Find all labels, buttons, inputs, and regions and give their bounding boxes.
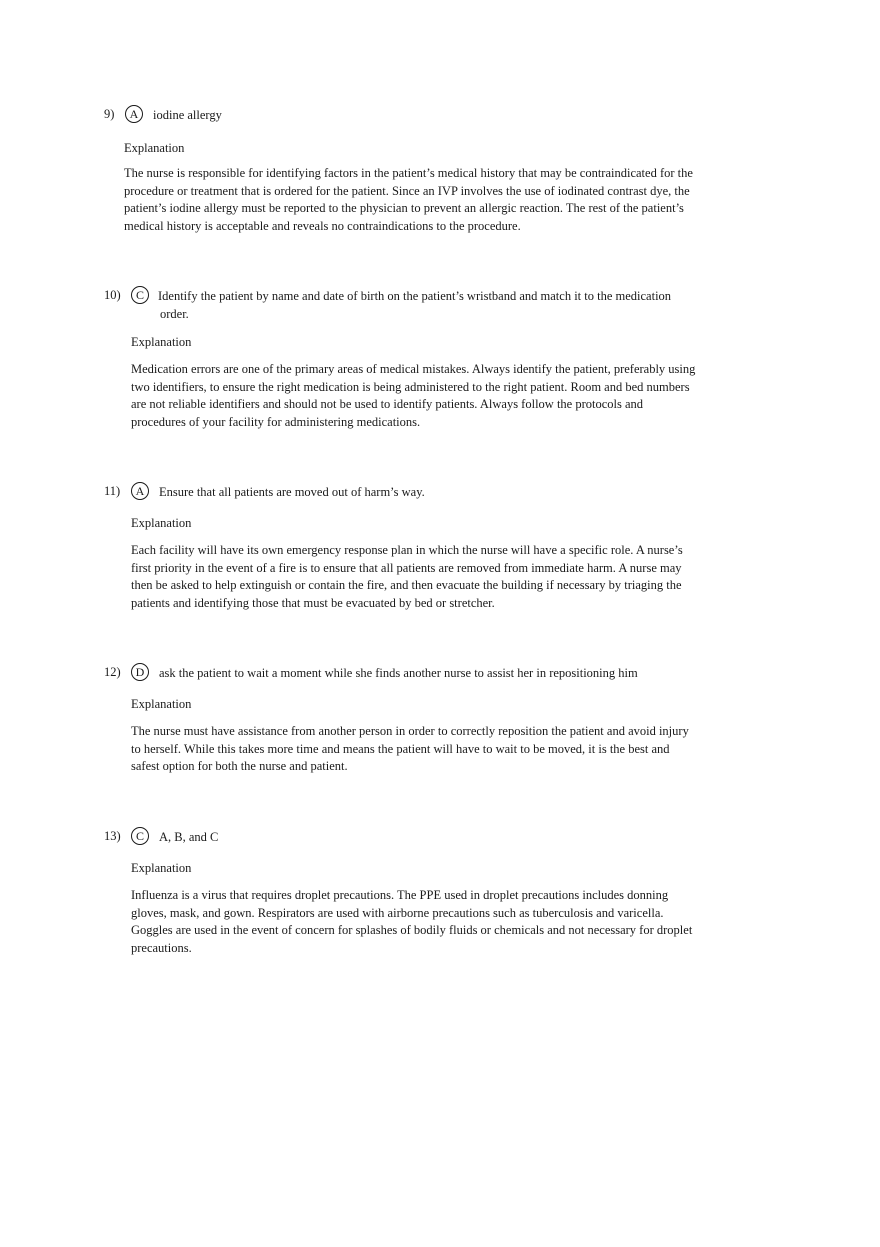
answer-letter-circle: D <box>131 663 149 681</box>
answer-letter-circle: C <box>131 827 149 845</box>
explanation-label: Explanation <box>131 697 192 711</box>
question-number: 11) <box>104 484 121 498</box>
question-number: 12) <box>104 665 121 679</box>
answer-text: Ensure that all patients are moved out of harm’s way. <box>159 485 425 499</box>
answer-letter-circle: A <box>125 105 143 123</box>
explanation-label: Explanation <box>131 516 192 530</box>
explanation-text: The nurse must have assistance from another person in order to correctly reposition the patient and avoid injury to herself. While this takes more time and means the patient will have to wait to be moved, it is the best and safest option for both the nurse and patient. <box>131 724 689 773</box>
explanation-label: Explanation <box>124 141 185 155</box>
explanation-label: Explanation <box>131 861 192 875</box>
question-number: 13) <box>104 829 121 843</box>
explanation-text: The nurse is responsible for identifying factors in the patient’s medical history that may be contraindicated for the procedure or treatment that is ordered for the patient. Since an IVP involves the use of iodinated contrast dye, the patient’s iodine allergy must be reported to the physician to prevent an allergic reaction. The rest of the patient’s medical history is acceptable and reveals no contraindications to the procedure. <box>124 166 693 233</box>
explanation-text: Medication errors are one of the primary areas of medical mistakes. Always identify the patient, preferably using two identifiers, to ensure the right medication is being administered to the right patient. Room and bed numbers are not reliable identifiers and should not be used to identify patients. Always follow the protocols and procedures of your facility for administering medications. <box>131 362 696 429</box>
explanation-text: Influenza is a virus that requires droplet precautions. The PPE used in droplet precautions includes donning gloves, mask, and gown. Respirators are used with airborne precautions such as tuberculosis and varicella. Goggles are used in the event of concern for splashes of bodily fluids or chemicals and not necessary for droplet precautions. <box>131 888 693 955</box>
question-number: 9) <box>104 107 115 121</box>
answer-text: ask the patient to wait a moment while she finds another nurse to assist her in repositioning him <box>159 666 638 680</box>
answer-text: A, B, and C <box>159 830 219 844</box>
explanation-text: Each facility will have its own emergency response plan in which the nurse will have a specific role. A nurse’s first priority in the event of a fire is to ensure that all patients are removed from immediate harm. A nurse may then be asked to help extinguish or contain the fire, and then evacuate the building if necessary by triaging the patients and identifying those that must be evacuated by bed or stretcher. <box>131 543 683 610</box>
explanation-label: Explanation <box>131 335 192 349</box>
answer-letter-circle: A <box>131 482 149 500</box>
question-number: 10) <box>104 288 121 302</box>
answer-letter-circle: C <box>131 286 149 304</box>
answer-text: Identify the patient by name and date of birth on the patient’s wristband and match it to the medication order. <box>158 289 672 321</box>
answer-text: iodine allergy <box>153 108 222 122</box>
